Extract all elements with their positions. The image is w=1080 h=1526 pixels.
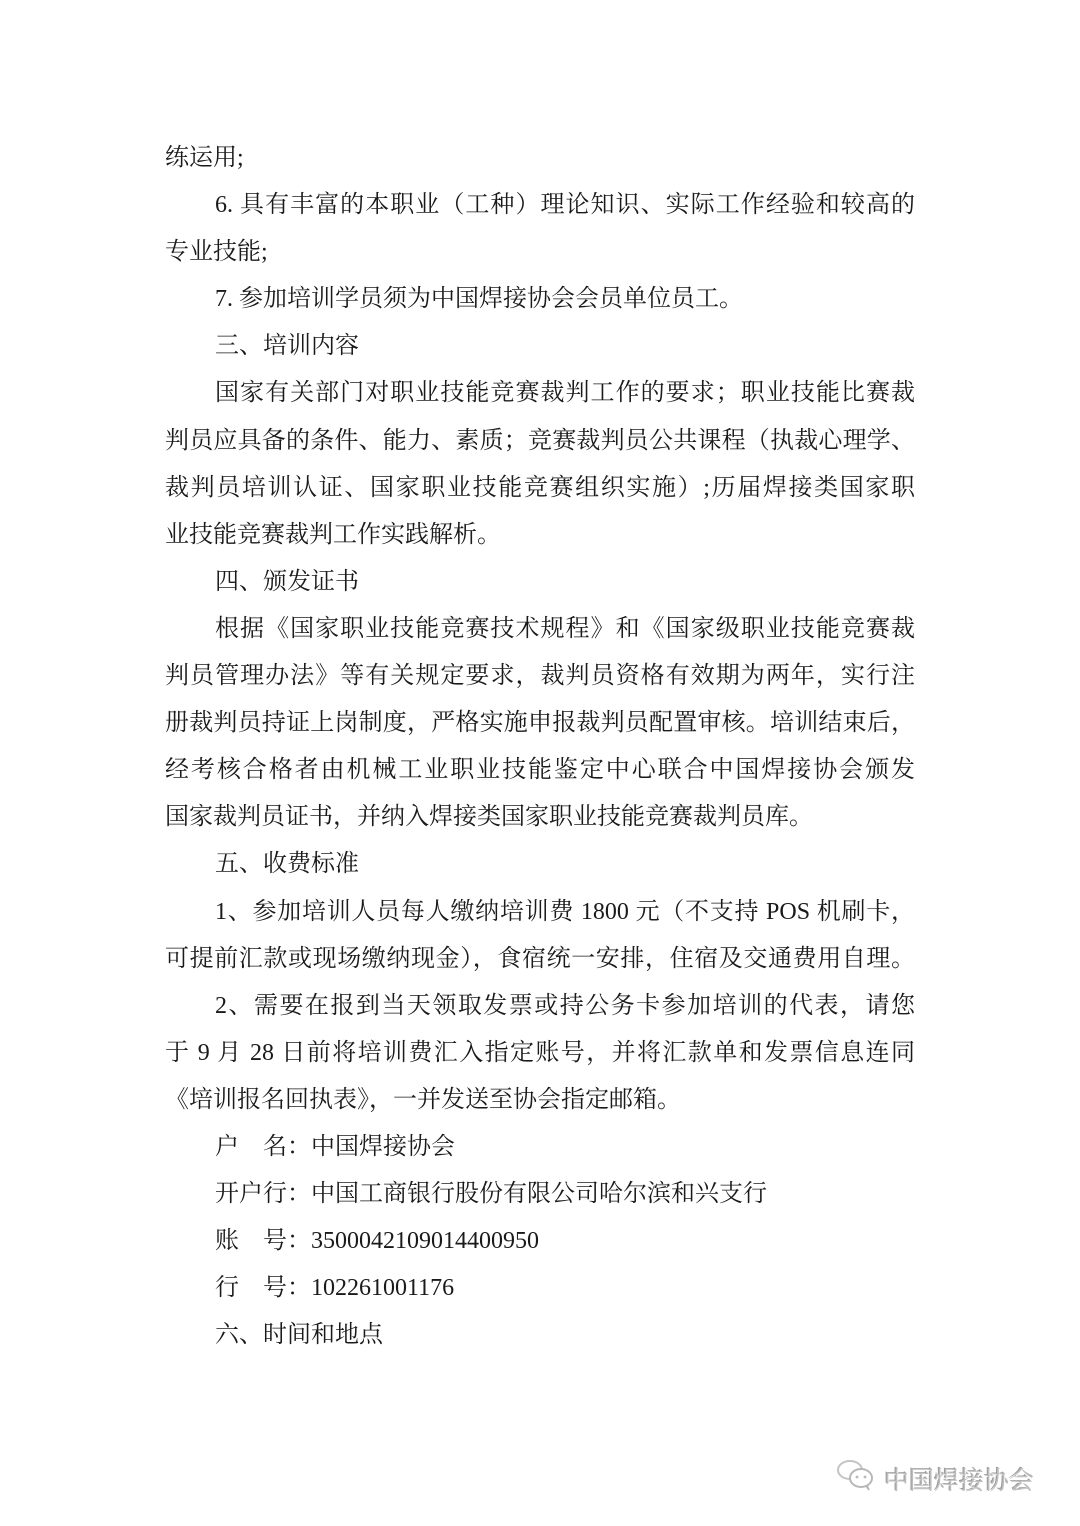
watermark-text: 中国焊接协会: [884, 1466, 1035, 1495]
bank-name: 开户行：中国工商银行股份有限公司哈尔滨和兴支行: [215, 1181, 767, 1208]
document-page: [165, 135, 915, 1359]
text-line: 国家裁判员证书，并纳入焊接类国家职业技能竞赛裁判员库。: [165, 804, 813, 831]
text-line: 专业技能;: [165, 239, 268, 266]
text-line: 于 9 月 28 日前将培训费汇入指定账号，并将汇款单和发票信息连同: [165, 1039, 915, 1066]
watermark: [836, 1458, 1034, 1499]
text-line: 根据《国家职业技能竞赛技术规程》和《国家级职业技能竞赛裁: [215, 615, 915, 642]
text-line: 6. 具有丰富的本职业（工种）理论知识、实际工作经验和较高的: [215, 192, 915, 219]
account-name: 户 名：中国焊接协会: [215, 1133, 455, 1160]
account-number: 账 号：3500042109014400950: [215, 1228, 539, 1255]
text-line: 2、需要在报到当天领取发票或持公务卡参加培训的代表，请您: [215, 992, 915, 1019]
text-line: 经考核合格者由机械工业职业技能鉴定中心联合中国焊接协会颁发: [165, 757, 915, 784]
bank-code: 行 号：102261001176: [215, 1275, 455, 1302]
text-line: 7. 参加培训学员须为中国焊接协会会员单位员工。: [215, 286, 743, 313]
text-line: 判员应具备的条件、能力、素质；竞赛裁判员公共课程（执裁心理学、: [165, 427, 915, 454]
section-heading: 五、收费标准: [215, 851, 359, 878]
text-line: 业技能竞赛裁判工作实践解析。: [165, 521, 501, 548]
section-heading: 四、颁发证书: [215, 568, 359, 595]
text-line: 判员管理办法》等有关规定要求，裁判员资格有效期为两年，实行注: [165, 663, 915, 690]
text-line: 册裁判员持证上岗制度，严格实施申报裁判员配置审核。培训结束后，: [165, 710, 915, 737]
text-line: 可提前汇款或现场缴纳现金），食宿统一安排，住宿及交通费用自理。: [165, 945, 915, 972]
text-line: 1、参加培训人员每人缴纳培训费 1800 元（不支持 POS 机刷卡，: [215, 898, 915, 925]
text-line: 国家有关部门对职业技能竞赛裁判工作的要求；职业技能比赛裁: [215, 380, 915, 407]
wechat-icon: [836, 1458, 876, 1499]
text-line: 《培训报名回执表》，一并发送至协会指定邮箱。: [165, 1086, 681, 1113]
text-line: 裁判员培训认证、国家职业技能竞赛组织实施）;历届焊接类国家职: [165, 474, 915, 501]
section-heading: 六、时间和地点: [215, 1322, 383, 1349]
text-line: 练运用;: [165, 145, 244, 171]
section-heading: 三、培训内容: [215, 333, 359, 360]
